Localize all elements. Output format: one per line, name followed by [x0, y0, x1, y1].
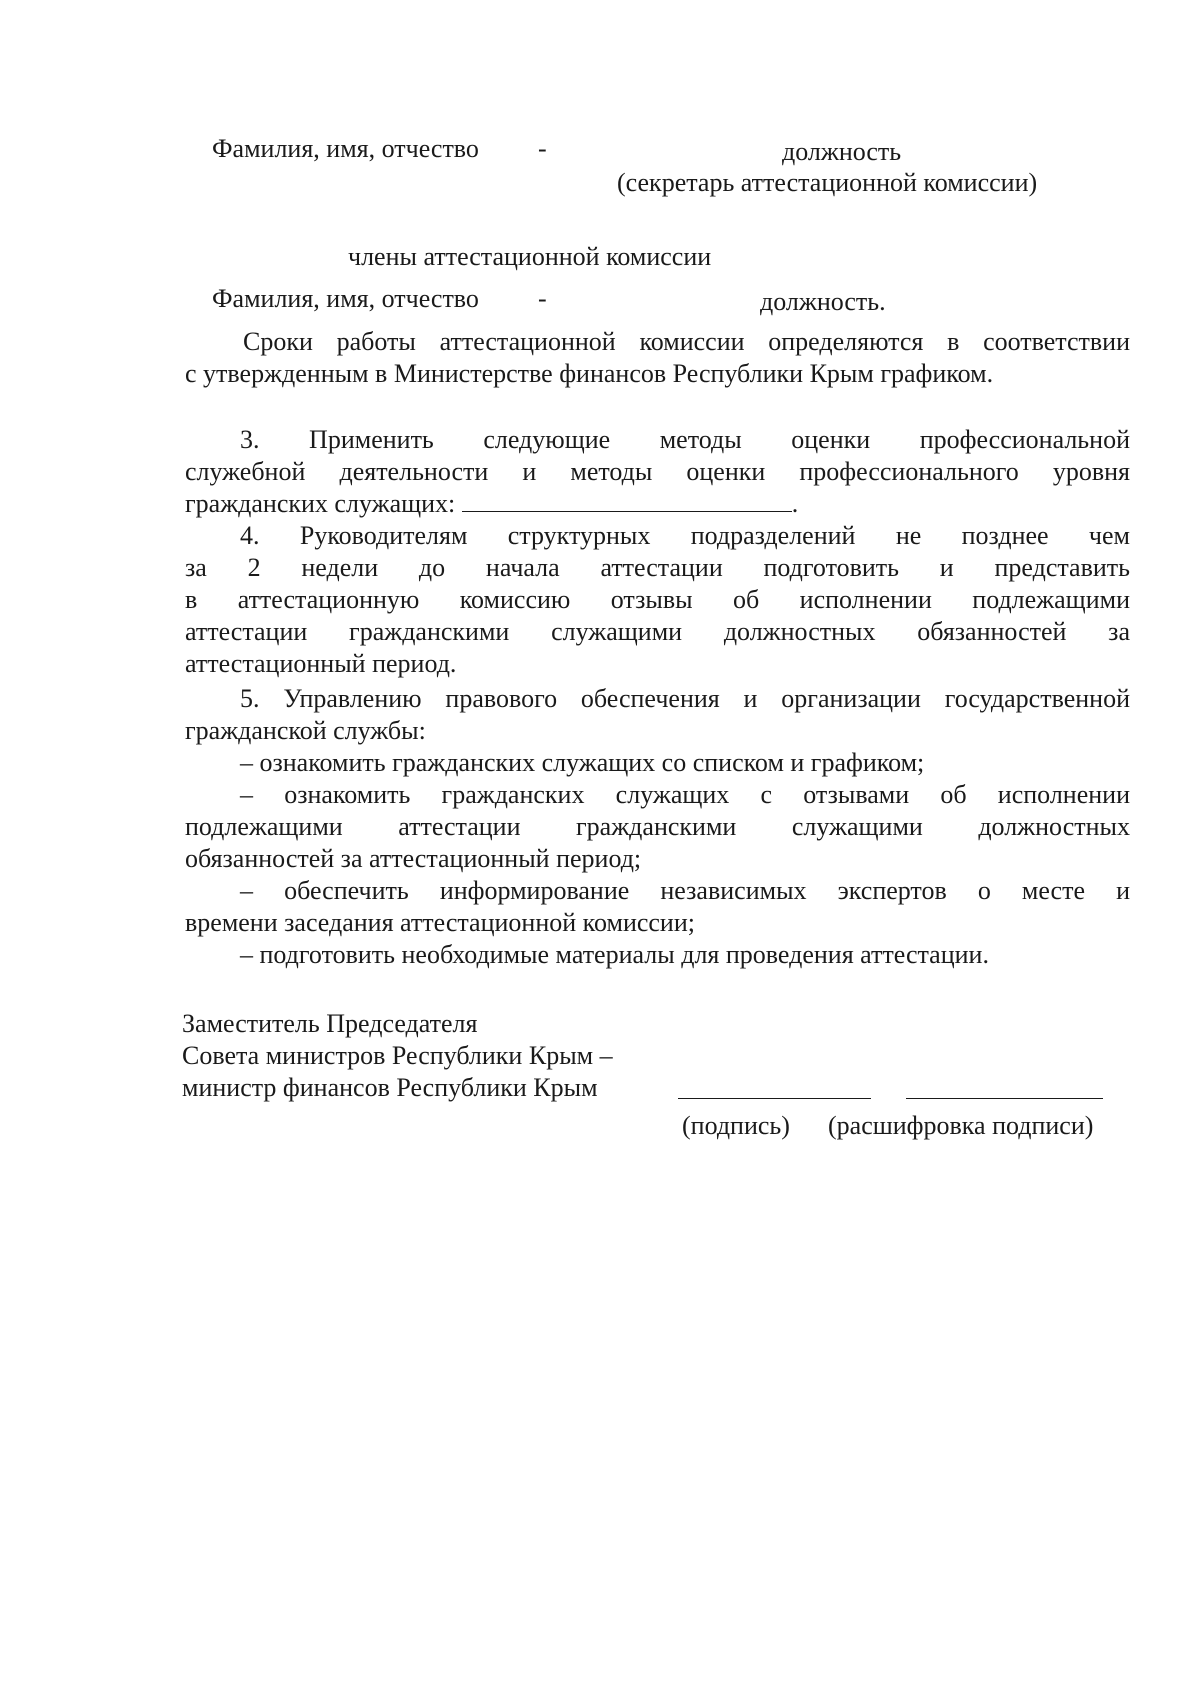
members-fio: Фамилия, имя, отчество [212, 284, 479, 313]
secretary-role: (секретарь аттестационной комиссии) [617, 168, 1038, 197]
terms-line-1: Сроки работы аттестационной комиссии определяются в соответствии [243, 327, 1130, 356]
members-dash: - [538, 284, 547, 313]
item-4-line-3: в аттестационную комиссию отзывы об исполнении подлежащими [185, 585, 1130, 614]
signature-line [678, 1098, 871, 1099]
signature-decode-line [906, 1098, 1103, 1099]
item-5-line-2: гражданской службы: [185, 716, 426, 745]
item-3-line-2: служебной деятельности и методы оценки профессионального уровня [185, 457, 1130, 486]
signature-title-line-1: Заместитель Председателя [182, 1009, 478, 1038]
item-3-line-1: 3. Применить следующие методы оценки профессиональной [240, 425, 1130, 454]
secretary-fio: Фамилия, имя, отчество [212, 134, 479, 163]
item-3-line-3: гражданских служащих: [185, 489, 456, 518]
item-5-bullet-3-line-2: времени заседания аттестационной комиссии; [185, 908, 695, 937]
item-5-line-1: 5. Управлению правового обеспечения и организации государственной [240, 684, 1130, 713]
secretary-dash: - [538, 134, 547, 163]
item-5-bullet-1: – ознакомить гражданских служащих со списком и графиком; [240, 748, 925, 777]
item-4-line-1: 4. Руководителям структурных подразделений не позднее чем [240, 521, 1130, 550]
terms-paragraph [185, 326, 1130, 390]
item-5-paragraph [185, 683, 1130, 971]
members-heading: члены аттестационной комиссии [348, 242, 712, 271]
item-4-line-2: за 2 недели до начала аттестации подготовить и представить [185, 553, 1130, 582]
methods-blank-line [462, 489, 792, 512]
signature-title-line-2: Совета министров Республики Крым – [182, 1041, 613, 1070]
item-4-line-4: аттестации гражданскими служащими должностных обязанностей за [185, 617, 1130, 646]
item-5-bullet-4: – подготовить необходимые материалы для проведения аттестации. [240, 940, 989, 969]
signature-title-line-3: министр финансов Республики Крым [182, 1073, 598, 1102]
item-4-paragraph [185, 520, 1130, 680]
item-5-bullet-2-line-2: подлежащими аттестации гражданскими служащими должностных [185, 812, 1130, 841]
members-position: должность. [760, 287, 886, 316]
terms-line-2: с утвержденным в Министерстве финансов Республики Крым графиком. [185, 359, 994, 388]
item-3-end: . [791, 489, 799, 518]
signature-decode-caption: (расшифровка подписи) [828, 1111, 1094, 1140]
item-4-line-5: аттестационный период. [185, 649, 457, 678]
item-5-bullet-3-line-1: – обеспечить информирование независимых экспертов о месте и [240, 876, 1130, 905]
signature-caption: (подпись) [682, 1111, 790, 1140]
secretary-position: должность [782, 137, 902, 166]
item-5-bullet-2-line-3: обязанностей за аттестационный период; [185, 844, 642, 873]
item-3-paragraph [185, 424, 1130, 520]
item-5-bullet-2-line-1: – ознакомить гражданских служащих с отзывами об исполнении [240, 780, 1130, 809]
